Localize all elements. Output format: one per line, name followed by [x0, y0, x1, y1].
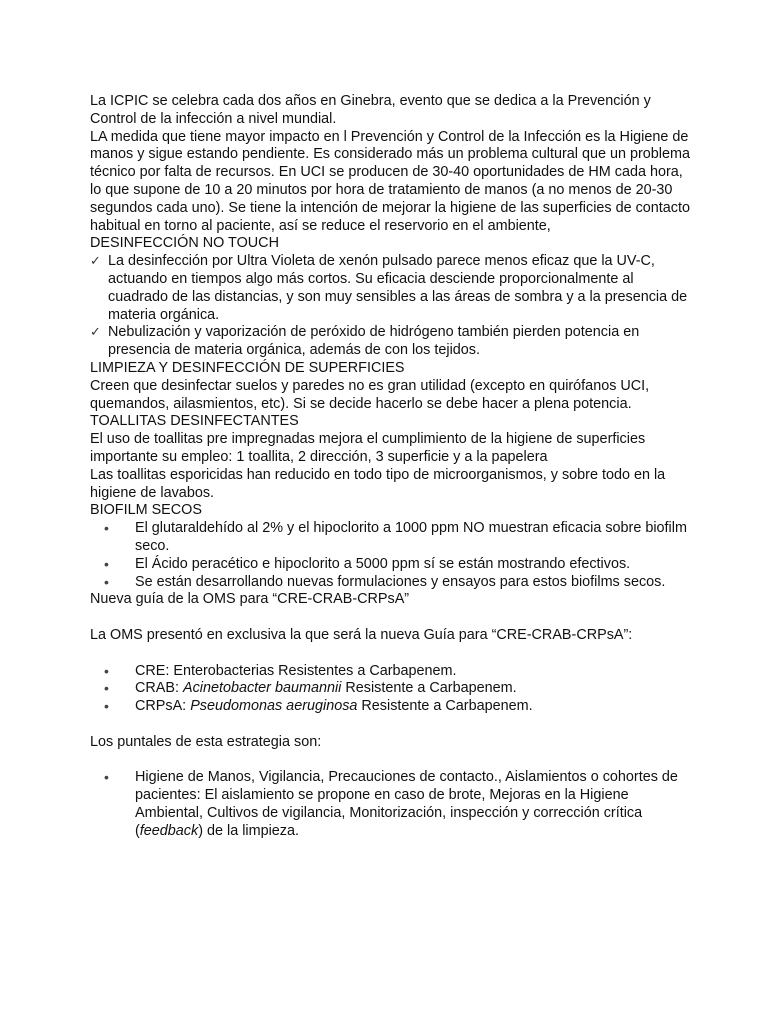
limpieza-heading: LIMPIEZA Y DESINFECCIÓN DE SUPERFICIES [90, 359, 405, 376]
bullet-icon: • [104, 662, 109, 679]
guia-item [90, 680, 690, 698]
no-touch-item-text: La desinfección por Ultra Violeta de xenón pulsado parece menos eficaz que la UV-C, actuando en tiempos algo más cortos. Su eficacia desciende proporcionalmente al cuadrado de las distancias, y son muy sensibles a las áreas de sombra y a la presencia de materia orgánica. [108, 253, 688, 323]
document-page [90, 93, 690, 840]
bullet-icon: • [104, 698, 109, 715]
guia-list [90, 663, 690, 716]
puntales-suffix: ) de la limpieza. [198, 822, 299, 839]
guia-item-text: CRE: Enterobacterias Resistentes a Carbapenem. [135, 662, 457, 679]
checkmark-icon: ✓ [90, 325, 101, 341]
biofilm-item-text: El Ácido peracético e hipoclorito a 5000 ppm sí se están mostrando efectivos. [135, 555, 631, 572]
guia-heading: Nueva guía de la OMS para “CRE-CRAB-CRPsA” [90, 591, 410, 608]
bullet-icon: • [104, 680, 109, 697]
biofilm-heading: BIOFILM SECOS [90, 502, 202, 519]
intro-paragraph-2: LA medida que tiene mayor impacto en l Prevención y Control de la Infección es la Higiene de manos y sigue estando pendiente. Es considerado más un problema cultural que un problema técnico por falta de recursos. En UCI se producen de 30-40 oportunidades de HM cada hora, lo que supone de 10 a 20 minutos por hora de tratamiento de manos (a no menos de 20-30 segundos cada uno). Se tiene la intención de mejorar la higiene de las superficies de contacto habitual en torno al paciente, así se reduce el reservorio en el ambiente, [90, 128, 690, 234]
no-touch-item [90, 324, 690, 360]
biofilm-list [90, 520, 690, 591]
limpieza-text: Creen que desinfectar suelos y paredes no es gran utilidad (excepto en quirófanos UCI, quemandos, ailasmientos, etc). Si se decide hacerlo se debe hacer a plena potencia. [90, 377, 650, 412]
biofilm-item [90, 574, 690, 592]
no-touch-item-text: Nebulización y vaporización de peróxido de hidrógeno también pierden potencia en presencia de materia orgánica, además de con los tejidos. [108, 324, 640, 359]
feedback-term: feedback [139, 822, 199, 839]
guia-item [90, 663, 690, 681]
bullet-icon: • [104, 769, 109, 786]
toallitas-paragraph-2: Las toallitas esporicidas han reducido en todo tipo de microorganismos, y sobre todo en la higiene de lavabos. [90, 466, 666, 501]
intro-paragraph-1: La ICPIC se celebra cada dos años en Ginebra, evento que se dedica a la Prevención y Control de la infección a nivel mundial. [90, 93, 651, 127]
bullet-icon: • [104, 573, 109, 590]
checkmark-icon: ✓ [90, 254, 101, 270]
biofilm-item-text: El glutaraldehído al 2% y el hipoclorito a 1000 ppm NO muestran eficacia sobre biofilm seco. [135, 520, 687, 554]
organism-name: Acinetobacter baumannii [182, 680, 342, 697]
biofilm-item [90, 556, 690, 574]
no-touch-item [90, 253, 690, 324]
guia-item-suffix: Resistente a Carbapenem. [341, 680, 517, 697]
puntales-prefix: Higiene de Manos, Vigilancia, Precauciones de contacto., Aislamientos o cohortes de pacientes: El aislamiento se propone en caso de brote, Mejoras en la Higiene Ambiental, Cultivos de vigilancia, Monitorización, inspección y corrección crítica ( [135, 769, 678, 839]
guia-item-prefix: CRAB: [135, 680, 183, 697]
puntales-list [90, 769, 690, 840]
puntales-intro: Los puntales de esta estrategia son: [90, 733, 322, 750]
bullet-icon: • [104, 555, 109, 572]
biofilm-item [90, 520, 690, 556]
organism-name: Pseudomonas aeruginosa [190, 698, 358, 715]
biofilm-item-text: Se están desarrollando nuevas formulaciones y ensayos para estos biofilms secos. [135, 573, 666, 590]
guia-item [90, 698, 690, 716]
no-touch-list [90, 253, 690, 360]
puntales-item [90, 769, 690, 840]
no-touch-heading: DESINFECCIÓN NO TOUCH [90, 235, 279, 252]
guia-item-suffix: Resistente a Carbapenem. [357, 698, 533, 715]
toallitas-heading: TOALLITAS DESINFECTANTES [90, 413, 299, 430]
guia-intro: La OMS presentó en exclusiva la que será la nueva Guía para “CRE-CRAB-CRPsA”: [90, 626, 633, 643]
toallitas-paragraph-1: El uso de toallitas pre impregnadas mejora el cumplimiento de la higiene de superficies importante su empleo: 1 toallita, 2 dirección, 3 superficie y a la papelera [90, 431, 646, 465]
bullet-icon: • [104, 520, 109, 537]
guia-item-prefix: CRPsA: [135, 698, 191, 715]
